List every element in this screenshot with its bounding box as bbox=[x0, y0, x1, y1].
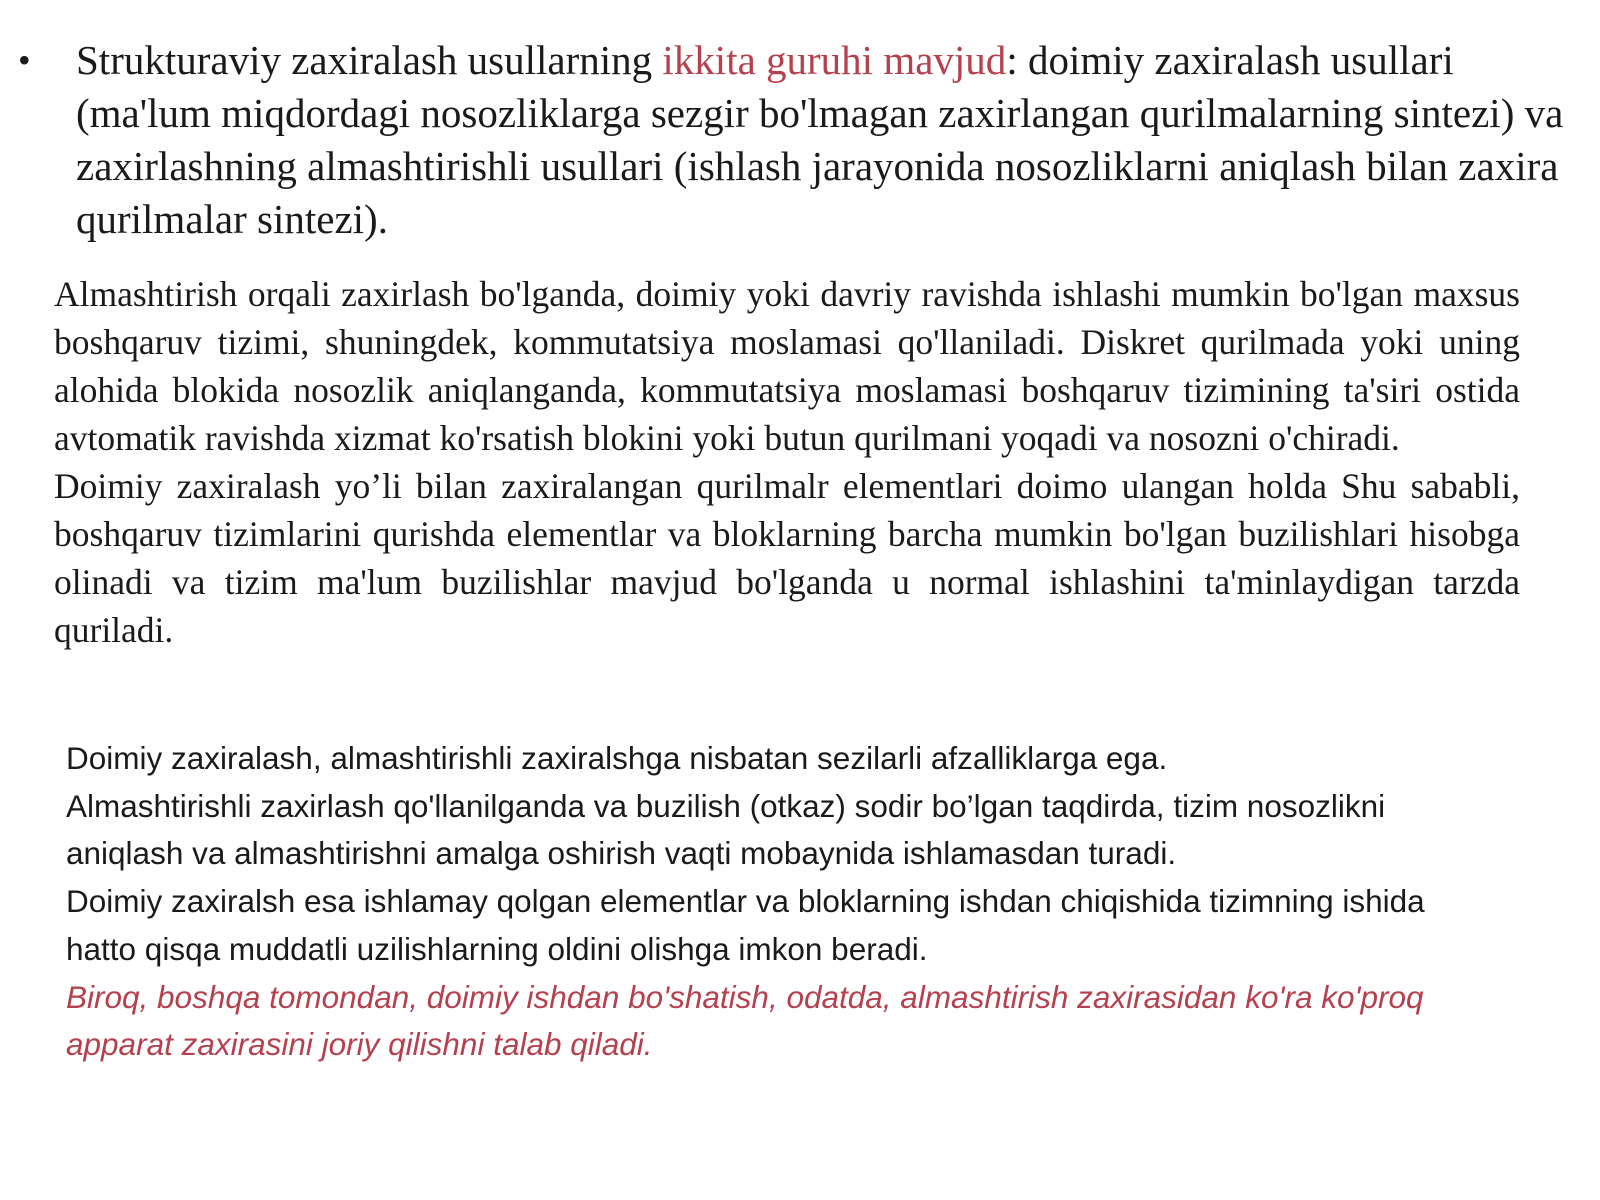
bullet-text-end: : doimiy zaxiralash usullari (ma'lum miqdordagi nosozliklarga sezgir bo'lmagan zaxirlangan qurilmalarning sintezi) va zaxirlashning almashtirishli usullari (ishlash jarayonida nosozliklarni aniqlash bilan zaxira qurilmalar sintezi). bbox=[76, 37, 1564, 242]
sans-paragraph-drawback: Biroq, boshqa tomondan, doimiy ishdan bo'shatish, odatda, almashtirish zaxirasidan ko'ra ko'proq apparat zaxirasini joriy qilishni talab qiladi. bbox=[66, 978, 1424, 1063]
bullet-text bbox=[76, 34, 1578, 246]
bullet-highlight: ikkita guruhi mavjud bbox=[662, 37, 1007, 83]
sans-text-block bbox=[66, 735, 1486, 1069]
sans-paragraph-advantages: Doimiy zaxiralash, almashtirishli zaxiralshga nisbatan sezilarli afzalliklarga ega. bbox=[66, 740, 1168, 776]
serif-paragraph-replacement: Almashtirish orqali zaxirlash bo'lganda, doimiy yoki davriy ravishda ishlashi mumkin bo'lgan maxsus boshqaruv tizimi, shuningdek, kommutatsiya moslamasi qo'llaniladi. Diskret qurilmada yoki uning alohida blokida nosozlik aniqlanganda, kommutatsiya moslamasi boshqaruv tizimining ta'siri ostida avtomatik ravishda xizmat ko'rsatish blokini yoki butun qurilmani yoqadi va nosozni o'chiradi. bbox=[54, 274, 1520, 458]
serif-paragraph-permanent: Doimiy zaxiralash yo’li bilan zaxiralangan qurilmalr elementlari doimo ulangan holda Shu sababli, boshqaruv tizimlarini qurishda elementlar va bloklarning barcha mumkin bo'lgan buzilishlari hisobga olinadi va tizim ma'lum buzilishlar mavjud bo'lganda u normal ishlashini ta'minlaydigan tarzda quriladi. bbox=[54, 466, 1520, 650]
bullet-text-start: Strukturaviy zaxiralash usullarning bbox=[76, 37, 663, 83]
bullet-item bbox=[18, 34, 1578, 246]
sans-paragraph-permanent: Doimiy zaxiralsh esa ishlamay qolgan elementlar va bloklarning ishdan chiqishida tizimning ishida hatto qisqa muddatli uzilishlarning oldini olishga imkon beradi. bbox=[66, 883, 1425, 967]
serif-text-block bbox=[54, 270, 1520, 654]
sans-paragraph-switching: Almashtirishli zaxirlash qo'llanilganda va buzilish (otkaz) sodir bo’lgan taqdirda, tizim nosozlikni aniqlash va almashtirishni amalga oshirish vaqti mobaynida ishlamasdan turadi. bbox=[66, 787, 1386, 872]
bullet-marker: • bbox=[18, 40, 31, 80]
